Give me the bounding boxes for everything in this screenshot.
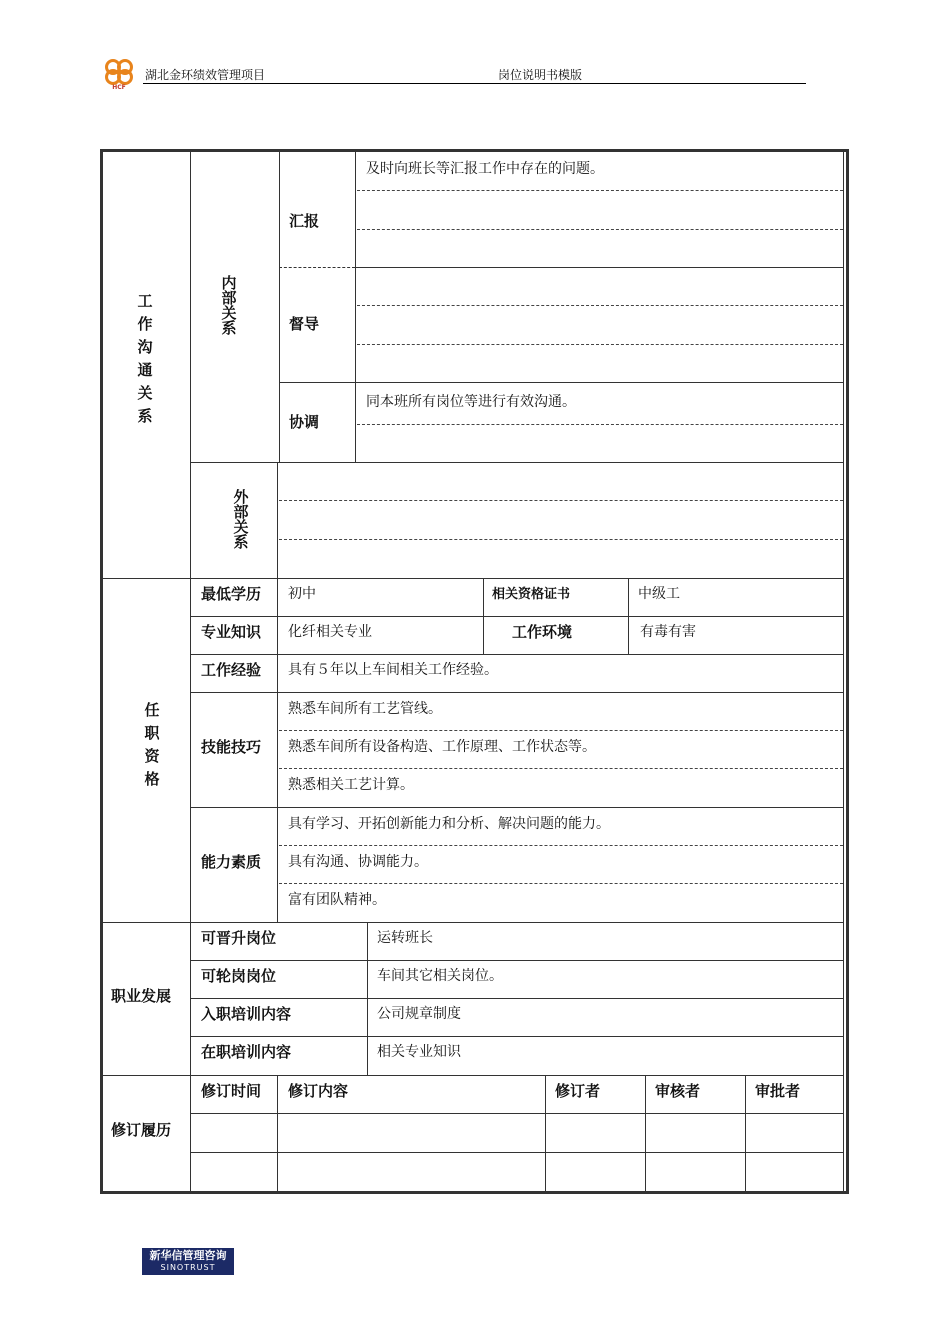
- rev-header-reviewer: 审核者: [655, 1082, 701, 1100]
- col-divider: [628, 579, 629, 655]
- page-header: [100, 56, 806, 90]
- ability-item: 具有学习、开拓创新能力和分析、解决问题的能力。: [288, 816, 610, 832]
- promotion-label: 可晋升岗位: [201, 929, 277, 947]
- dashed-line: [357, 344, 843, 345]
- coordinate-label: 协调: [289, 413, 320, 431]
- promotion-value: 运转班长: [377, 930, 433, 946]
- exp-label: 工作经验: [201, 661, 262, 679]
- qualification-title-text: 任职资格: [142, 702, 161, 794]
- row-divider: [190, 1036, 844, 1037]
- rotation-label: 可轮岗岗位: [201, 967, 277, 985]
- external-title: [227, 489, 253, 552]
- row-divider: [103, 922, 844, 923]
- rotation-value: 车间其它相关岗位。: [377, 968, 503, 984]
- dashed-line: [279, 768, 843, 769]
- row-divider: [279, 267, 355, 268]
- dashed-line: [279, 500, 843, 501]
- row-divider: [190, 1113, 844, 1114]
- report-line-1: 及时向班长等汇报工作中存在的问题。: [366, 161, 604, 177]
- col-divider: [277, 1075, 278, 1193]
- work-comm-title: [128, 293, 160, 439]
- row-divider: [190, 616, 844, 617]
- dashed-line: [357, 229, 843, 230]
- col-divider: [745, 1075, 746, 1193]
- work-comm-title-text: 工作沟通关系: [135, 293, 154, 431]
- footer-logo: [142, 1248, 234, 1275]
- skills-label: 技能技巧: [201, 738, 262, 756]
- ability-item: 富有团队精神。: [288, 892, 386, 908]
- company-logo: [100, 56, 138, 90]
- qualification-title: [135, 702, 167, 802]
- env-label: 工作环境: [512, 623, 573, 641]
- rev-header-time: 修订时间: [201, 1082, 262, 1100]
- revision-title: 修订履历: [111, 1121, 172, 1139]
- row-divider: [355, 267, 844, 268]
- knowledge-value: 化纤相关专业: [288, 624, 372, 640]
- cert-label: 相关资格证书: [492, 587, 571, 602]
- rev-header-content: 修订内容: [288, 1082, 349, 1100]
- dashed-line: [279, 883, 843, 884]
- min-edu-label: 最低学历: [201, 585, 262, 603]
- min-edu-value: 初中: [288, 586, 316, 602]
- col-divider: [279, 152, 280, 463]
- career-title: 职业发展: [111, 987, 172, 1005]
- knowledge-label: 专业知识: [201, 623, 262, 641]
- dashed-line: [279, 730, 843, 731]
- footer-brand-en: SINOTRUST: [160, 1263, 216, 1272]
- internal-title: [215, 275, 241, 338]
- row-divider: [190, 960, 844, 961]
- row-divider: [190, 462, 844, 463]
- report-label: 汇报: [289, 212, 320, 230]
- skill-item: 熟悉相关工艺计算。: [288, 777, 414, 793]
- dashed-line: [279, 845, 843, 846]
- internal-title-text: 内部关系: [219, 275, 238, 335]
- col-divider: [645, 1075, 646, 1193]
- dashed-line: [279, 539, 843, 540]
- row-divider: [190, 692, 844, 693]
- svg-text:HCF: HCF: [112, 84, 126, 90]
- company-project: 湖北金环绩效管理项目: [145, 68, 266, 82]
- rev-header-approver: 审批者: [755, 1082, 801, 1100]
- col-divider: [483, 579, 484, 655]
- row-divider: [103, 578, 844, 579]
- inservice-training-value: 相关专业知识: [377, 1044, 461, 1060]
- skill-item: 熟悉车间所有工艺管线。: [288, 701, 442, 717]
- col-divider: [277, 463, 278, 579]
- row-divider: [103, 1075, 844, 1076]
- row-divider: [190, 807, 844, 808]
- cert-value: 中级工: [638, 586, 680, 602]
- col-divider: [277, 579, 278, 922]
- row-divider: [190, 998, 844, 999]
- row-divider: [279, 382, 844, 383]
- onboard-training-label: 入职培训内容: [201, 1005, 292, 1023]
- document-title: 岗位说明书模版: [498, 68, 583, 82]
- exp-value: 具有５年以上车间相关工作经验。: [288, 662, 498, 678]
- skill-item: 熟悉车间所有设备构造、工作原理、工作状态等。: [288, 739, 596, 755]
- supervise-label: 督导: [289, 315, 320, 333]
- external-title-text: 外部关系: [231, 489, 250, 549]
- header-rule: [143, 83, 806, 84]
- inservice-training-label: 在职培训内容: [201, 1043, 292, 1061]
- dashed-line: [357, 305, 843, 306]
- col-divider: [355, 152, 356, 463]
- ability-label: 能力素质: [201, 853, 262, 871]
- ability-item: 具有沟通、协调能力。: [288, 854, 428, 870]
- env-value: 有毒有害: [640, 624, 696, 640]
- row-divider: [190, 1152, 844, 1153]
- onboard-training-value: 公司规章制度: [377, 1006, 461, 1022]
- col-divider: [545, 1075, 546, 1193]
- dashed-line: [357, 424, 843, 425]
- dashed-line: [357, 190, 843, 191]
- row-divider: [190, 654, 844, 655]
- coordinate-line-1: 同本班所有岗位等进行有效沟通。: [366, 394, 576, 410]
- footer-brand-cn: 新华信管理咨询: [149, 1249, 227, 1262]
- rev-header-reviser: 修订者: [555, 1082, 601, 1100]
